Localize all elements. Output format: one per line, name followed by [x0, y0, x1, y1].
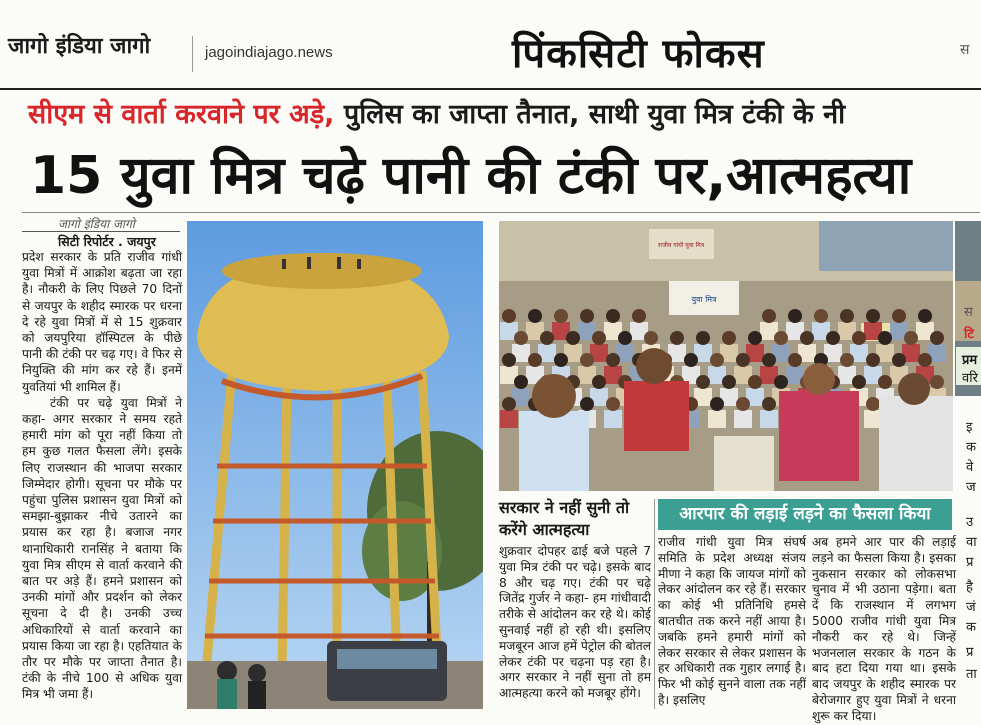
- byline-rule: [22, 231, 180, 232]
- edge-fragment: प्र: [966, 555, 974, 570]
- main-headline: 15 युवा मित्र चढ़े पानी की टंकी पर,आत्महत्या: [30, 146, 912, 206]
- masthead-rule: [0, 88, 981, 90]
- middle-story-body: शुक्रवार दोपहर ढाई बजे पहले 7 युवा मित्र टंकी पर चढ़े। इसके बाद 8 और चढ़ गए। टंकी पर चढ़े जितेंद्र गुर्जर ने कहा- हम गांधीवादी तरीके से आंदोलन कर रहे थे। कोई सुनवाई नहीं हो रही थी। इसलिए मजबूरन आज हमें पेट्रोल की बोतल लेकर टंकी पर चढ़ना पड़ रहा है। अगर सरकार ने नहीं सुना तो हम आत्महत्या करने को मजबूर होंगे।: [499, 544, 651, 701]
- headline-rule: [22, 212, 980, 213]
- edge-fragment: टि: [964, 327, 974, 342]
- poster-text: युवा मित्र: [691, 295, 717, 304]
- edge-fragment: क: [966, 440, 976, 455]
- edge-fragment: है: [966, 580, 973, 595]
- column-brand: जागो इंडिया जागो: [58, 217, 135, 231]
- left-column-body: [22, 249, 182, 703]
- edge-fragment: प्र: [966, 645, 974, 660]
- protest-crowd-photo: [499, 221, 953, 491]
- right-story-column-1: राजीव गांधी युवा मित्र संघर्ष समिति के प्रदेश अध्यक्ष संजय मीणा ने कहा कि जायज मांगों को लेकर आंदोलन कर रहे हैं। सरकार का कोई भी प्रतिनिधि हमसे बातचीत तक करने नहीं आया है। जबकि हमने हमारी मांगों को लेकर सरकार से लेकर प्रशासन के हर अधिकारी तक गुहार लगाई है। फिर भी कोई सुनने वाला तक नहीं है। इसलिए: [658, 535, 806, 707]
- edge-fragment: प्रम: [962, 353, 978, 368]
- byline: सिटी रिपोर्टर . जयपुर: [58, 234, 156, 249]
- edge-fragment: ज: [966, 480, 976, 495]
- column-divider: [654, 499, 655, 709]
- subsection-headline: सरकार ने नहीं सुनी तो करेंगे आत्महत्या: [499, 498, 630, 539]
- edge-fragment: जं: [966, 600, 976, 615]
- masthead-right-fragment: स: [960, 42, 970, 58]
- subheadline-red: सीएम से वार्ता करवाने पर अड़े,: [28, 99, 335, 130]
- edge-fragment: वरि: [962, 371, 978, 386]
- paragraph: प्रदेश सरकार के प्रति राजीव गांधी युवा मित्रों में आक्रोश बढ़ता जा रहा है। नौकरी के लिए पिछले 70 दिनों से जयपुर के शहीद स्मारक पर धरना दे रहे युवा मित्रों में से 15 शुक्रवार को जयपुरिया हॉस्पिटल के पीछे पानी की टंकी पर चढ़ गए। वे फिर से नियुक्ति की मांग कर रहे हैं। इनमें युवतियां भी शामिल हैं।: [22, 250, 182, 394]
- section-title: पिंकसिटी फोकस: [512, 31, 765, 77]
- subheadline-rest: पुलिस का जाप्ता तैनात, साथी युवा मित्र टंकी के नी: [334, 99, 846, 130]
- subheadline: [28, 94, 845, 131]
- edge-fragment: इ: [966, 420, 973, 435]
- edge-fragment: ता: [966, 667, 977, 682]
- edge-fragment: क: [966, 620, 976, 635]
- edge-fragment: स: [964, 305, 973, 320]
- edge-fragment: वे: [966, 460, 974, 475]
- banner-sign-text: राजीव गांधी युवा मित्र: [657, 242, 705, 249]
- paragraph: टंकी पर चढ़े युवा मित्रों ने कहा- अगर सरकार ने समय रहते हमारी मांग को पूरा नहीं किया तो हम कुछ गलत फैसला लेंगे। इसके लिए राजस्थान की भाजपा सरकार जिम्मेदार होगी। सूचना पर मौके पर पहुंचा पुलिस प्रशासन युवा मित्रों को समझा-बुझाकर नीचे उतारने का प्रयास कर रहा है। बजाज नगर थानाधिकारी रानसिंह ने बताया कि युवा मित्र सीएम से वार्ता करवाने की बात पर अड़े हैं। हमने प्रशासन को उनकी मांगों और प्रदर्शन को लेकर सूचना दे दी है। उनकी उच्च अधिकारियों से वार्ता करवाने का प्रयास किया जा रहा है। एहतियात के तौर पर मौके पर जाप्ता तैनात है। टंकी के नीचे 100 से अधिक युवा मित्र भी जमा हैं।: [22, 395, 182, 702]
- brand-logo-text: जागो इंडिया जागो: [8, 34, 151, 59]
- website-url[interactable]: jagoindiajago.news: [205, 44, 333, 61]
- edge-fragment: वा: [966, 535, 977, 550]
- edge-fragment: उ: [966, 515, 974, 530]
- right-story-column-2: अब हमने आर पार की लड़ाई लड़ने का फैसला किया है। इसका नुकसान सरकार को लोकसभा चुनाव में भी उठाना पड़ेगा। बता दें कि राजस्थान में लगभग 5000 राजीव गांधी युवा मित्र नौकरी कर रहे थे। जिन्हें भजनलाल सरकार के गठन के बाद हटा दिया गया था। इसके बाद जयपुर के शहीद स्मारक पर बेरोजगार हुए युवा मित्रों ने धरना शुरू कर दिया।: [812, 535, 956, 723]
- adjacent-story-fragment: [956, 212, 981, 712]
- masthead-divider: [192, 36, 193, 72]
- water-tank-photo: [187, 221, 483, 709]
- section-banner: आरपार की लड़ाई लड़ने का फैसला किया: [658, 499, 952, 530]
